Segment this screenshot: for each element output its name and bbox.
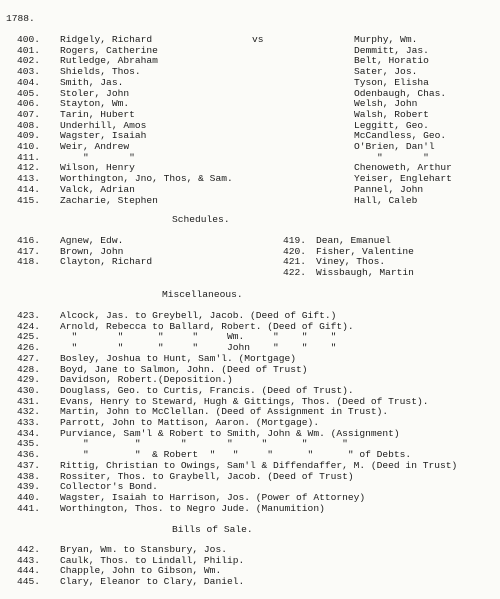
schedule-name: Agnew, Edw.	[60, 235, 124, 246]
plaintiff-name: Tarin, Hubert	[60, 108, 135, 120]
plaintiff-name: Stayton, Wm.	[60, 98, 130, 110]
plaintiff-name: Worthington, Jno, Thos, & Sam.	[60, 173, 233, 185]
entry-number: 413.	[16, 173, 40, 185]
misc-entry-text: Wagster, Isaiah to Harrison, Jos. (Power of Attorney)	[60, 491, 366, 503]
entry-number: 424.	[16, 320, 40, 332]
entry-number: 433.	[16, 417, 40, 428]
entry-number: 416.	[16, 235, 40, 246]
misc-entry-text: " " " " Wm. " " "	[60, 331, 337, 343]
misc-entry-text: Evans, Henry to Steward, Hugh & Gittings, Thos. (Deed of Trust).	[60, 395, 429, 407]
list-item	[0, 196, 500, 207]
entry-number: 409.	[16, 130, 40, 142]
defendant-name: " "	[354, 151, 429, 163]
entry-number: 407.	[16, 108, 40, 120]
bill-of-sale-text: Caulk, Thos. to Lindall, Philip.	[60, 554, 245, 566]
entry-number: 411.	[16, 151, 40, 163]
list-item	[266, 268, 500, 279]
entry-number: 403.	[16, 66, 40, 78]
year-heading: 1788.	[6, 13, 35, 24]
plaintiff-name: Wilson, Henry	[60, 162, 135, 174]
entry-number: 406.	[16, 98, 40, 110]
entry-number: 425.	[16, 331, 40, 343]
entry-number: 408.	[16, 119, 40, 131]
entry-number: 412.	[16, 162, 40, 174]
entry-number: 400.	[16, 34, 40, 45]
bill-of-sale-text: Chapple, John to Gibson, Wm.	[60, 565, 222, 577]
misc-entry-text: Bosley, Joshua to Hunt, Sam'l. (Mortgage)	[60, 352, 297, 364]
miscellaneous-heading: Miscellaneous.	[162, 289, 243, 300]
entry-number: 401.	[16, 44, 40, 56]
plaintiff-name: Underhill, Amos	[60, 119, 147, 131]
bill-of-sale-text: Bryan, Wm. to Stansbury, Jos.	[60, 544, 227, 555]
defendant-name: Demmitt, Jas.	[354, 44, 429, 56]
list-item	[0, 504, 500, 515]
schedule-name: Wissbaugh, Martin	[316, 267, 414, 279]
entry-number: 410.	[16, 141, 40, 152]
entry-number: 439.	[16, 481, 40, 493]
defendant-name: Chenoweth, Arthur	[354, 162, 452, 174]
entry-number: 421.	[282, 256, 306, 268]
schedule-name: Viney, Thos.	[316, 256, 386, 268]
entry-number: 414.	[16, 183, 40, 195]
defendant-name: O'Brien, Dan'l	[354, 141, 435, 152]
plaintiff-name: " "	[60, 151, 135, 163]
defendant-name: Yeiser, Englehart	[354, 173, 452, 185]
schedule-name: Dean, Emanuel	[316, 235, 391, 246]
entry-number: 422.	[282, 267, 306, 279]
schedule-name: Clayton, Richard	[60, 256, 153, 268]
list-item	[0, 577, 500, 588]
misc-entry-text: Purviance, Sam'l & Robert to Smith, John & Wm. (Assignment)	[60, 427, 400, 439]
entry-number: 418.	[16, 256, 40, 268]
versus-label: vs	[252, 34, 264, 45]
entry-number: 429.	[16, 374, 40, 386]
defendant-name: Leggitt, Geo.	[354, 119, 429, 131]
entry-number: 434.	[16, 427, 40, 439]
schedule-name: Brown, John	[60, 245, 124, 257]
misc-entry-text: Rittig, Christian to Owings, Sam'l & Diffendaffer, M. (Deed in Trust)	[60, 459, 458, 471]
misc-entry-text: Boyd, Jane to Salmon, John. (Deed of Trust)	[60, 363, 308, 375]
entry-number: 431.	[16, 395, 40, 407]
entry-number: 441.	[16, 502, 40, 514]
misc-entry-text: Douglass, Geo. to Curtis, Francis. (Deed of Trust).	[60, 384, 354, 396]
defendant-name: Tyson, Elisha	[354, 76, 429, 88]
defendant-name: Pannel, John	[354, 183, 424, 195]
defendant-name: Hall, Caleb	[354, 194, 418, 206]
entry-number: 430.	[16, 384, 40, 396]
misc-entry-text: Rossiter, Thos. to Graybell, Jacob. (Deed of Trust)	[60, 470, 354, 482]
misc-entry-text: " " & Robert " " " " " of Debts.	[60, 449, 412, 461]
entry-number: 435.	[16, 438, 40, 450]
misc-entry-text: " " " " " " "	[60, 438, 348, 450]
plaintiff-name: Ridgely, Richard	[60, 34, 153, 45]
entry-number: 436.	[16, 449, 40, 461]
entry-number: 405.	[16, 87, 40, 99]
plaintiff-name: Rutledge, Abraham	[60, 55, 158, 67]
misc-entry-text: Parrott, John to Mattison, Aaron. (Mortgage).	[60, 417, 320, 428]
schedules-heading: Schedules.	[172, 214, 230, 225]
entry-number: 404.	[16, 76, 40, 88]
misc-entry-text: Davidson, Robert.(Deposition.)	[60, 374, 233, 386]
entry-number: 444.	[16, 565, 40, 577]
defendant-name: Murphy, Wm.	[354, 34, 418, 45]
defendant-name: Belt, Horatio	[354, 55, 429, 67]
entry-number: 415.	[16, 194, 40, 206]
plaintiff-name: Zacharie, Stephen	[60, 194, 158, 206]
misc-entry-text: Worthington, Thos. to Negro Jude. (Manumition)	[60, 502, 325, 514]
defendant-name: Odenbaugh, Chas.	[354, 87, 447, 99]
entry-number: 442.	[16, 544, 40, 555]
plaintiff-name: Weir, Andrew	[60, 141, 130, 152]
bills-of-sale-heading: Bills of Sale.	[172, 524, 253, 535]
entry-number: 445.	[16, 576, 40, 588]
bill-of-sale-text: Clary, Eleanor to Clary, Daniel.	[60, 576, 245, 588]
entry-number: 420.	[282, 245, 306, 257]
entry-number: 419.	[282, 235, 306, 246]
plaintiff-name: Stoler, John	[60, 87, 130, 99]
plaintiff-name: Rogers, Catherine	[60, 44, 158, 56]
plaintiff-name: Wagster, Isaiah	[60, 130, 147, 142]
misc-entry-text: Collector's Bond.	[60, 481, 158, 493]
misc-entry-text: Martin, John to McClellan. (Deed of Assignment in Trust).	[60, 406, 389, 418]
defendant-name: Welsh, John	[354, 98, 418, 110]
entry-number: 426.	[16, 342, 40, 354]
misc-entry-text: Alcock, Jas. to Greybell, Jacob. (Deed of Gift.)	[60, 310, 337, 321]
misc-entry-text: Arnold, Rebecca to Ballard, Robert. (Deed of Gift).	[60, 320, 354, 332]
plaintiff-name: Smith, Jas.	[60, 76, 124, 88]
entry-number: 440.	[16, 491, 40, 503]
plaintiff-name: Shields, Thos.	[60, 66, 141, 78]
misc-entry-text: " " " " John " " "	[60, 342, 337, 354]
entry-number: 423.	[16, 310, 40, 321]
entry-number: 402.	[16, 55, 40, 67]
schedule-name: Fisher, Valentine	[316, 245, 414, 257]
defendant-name: McCandless, Geo.	[354, 130, 447, 142]
entry-number: 443.	[16, 554, 40, 566]
defendant-name: Walsh, Robert	[354, 108, 429, 120]
entry-number: 427.	[16, 352, 40, 364]
plaintiff-name: Valck, Adrian	[60, 183, 135, 195]
entry-number: 417.	[16, 245, 40, 257]
entry-number: 438.	[16, 470, 40, 482]
defendant-name: Sater, Jos.	[354, 66, 418, 78]
entry-number: 432.	[16, 406, 40, 418]
entry-number: 437.	[16, 459, 40, 471]
entry-number: 428.	[16, 363, 40, 375]
